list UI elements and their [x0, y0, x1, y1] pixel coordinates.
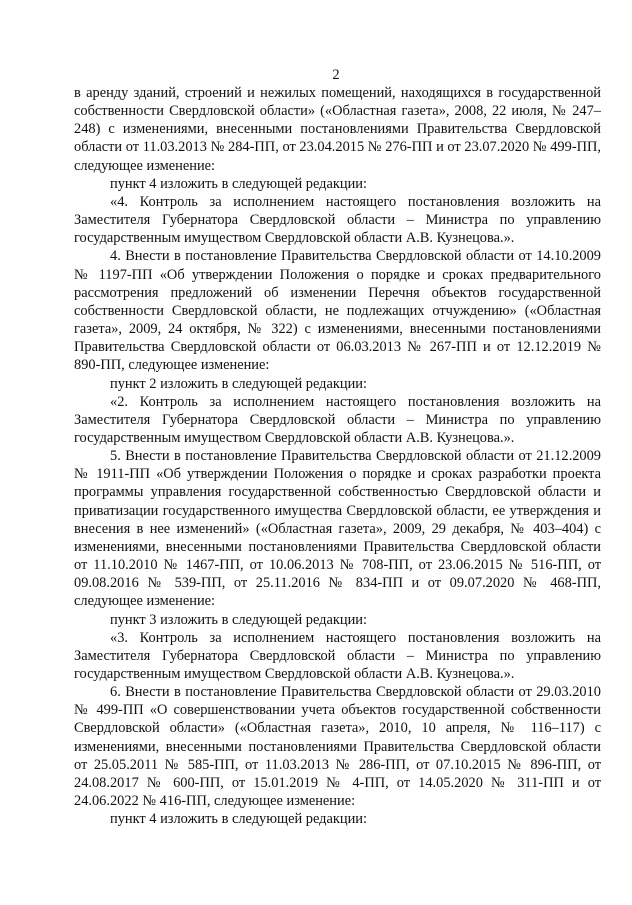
- paragraph-8: пункт 3 изложить в следующей редакции:: [110, 611, 367, 628]
- paragraph-2: пункт 4 изложить в следующей редакции:: [110, 175, 367, 192]
- paragraph-1: в аренду зданий, строений и нежилых помещений, находящихся в государственной собственности Свердловской области» («Областная газета», 2008, 22 июля, № 247–248) с изменениями, внесенными постановлениями Правительства Свердловской области от 11.03.2013 № 284-ПП, от 23.04.2015 № 276-ПП и от 23.07.2020 № 499-ПП, следующее изменение:: [74, 85, 601, 174]
- paragraph-6: «2. Контроль за исполнением настоящего постановления возложить на Заместителя Губернатора Свердловской области – Министра по управлению государственным имуществом Свердловской области А.В. Кузнецова.».: [74, 393, 601, 446]
- document-body: [74, 84, 601, 828]
- page-number: 2: [332, 67, 340, 83]
- paragraph-11: пункт 4 изложить в следующей редакции:: [110, 811, 367, 828]
- paragraph-5: пункт 2 изложить в следующей редакции:: [110, 375, 367, 392]
- paragraph-3: «4. Контроль за исполнением настоящего постановления возложить на Заместителя Губернатора Свердловской области – Министра по управлению государственным имуществом Свердловской области А.В. Кузнецова.».: [74, 193, 601, 247]
- paragraph-4: 4. Внести в постановление Правительства Свердловской области от 14.10.2009 № 1197-ПП «Об утверждении Положения о порядке и сроках предварительного рассмотрения предложений об изменении Перечня объектов государственной собственности Свердловской области, не подлежащих отчуждению» («Областная газета», 2009, 24 октября, № 322) с изменениями, внесенными постановлениями Правительства Свердловской области от 06.03.2013 № 267-ПП и от 12.12.2019 № 890-ПП, следующее изменение:: [74, 248, 601, 374]
- paragraph-9: «3. Контроль за исполнением настоящего постановления возложить на Заместителя Губернатора Свердловской области – Министра по управлению государственным имуществом Свердловской области А.В. Кузнецова.».: [74, 629, 601, 682]
- paragraph-10: 6. Внести в постановление Правительства Свердловской области от 29.03.2010 № 499-ПП «О совершенствовании учета объектов государственной собственности Свердловской области» («Областная газета», 2010, 10 апреля, № 116–117) с изменениями, внесенными постановлениями Правительства Свердловской области от 25.05.2011 № 585-ПП, от 11.03.2013 № 286-ПП, от 07.10.2015 № 896-ПП, от 24.08.2017 № 600-ПП, от 15.01.2019 № 4-ПП, от 14.05.2020 № 311-ПП и от 24.06.2022 № 416-ПП, следующее изменение:: [74, 684, 601, 810]
- paragraph-7: 5. Внести в постановление Правительства Свердловской области от 21.12.2009 № 1911-ПП «Об утверждении Положения о порядке и сроках разработки проекта программы управления государственной собственностью Свердловской области и приватизации государственного имущества Свердловской области, ее утверждения и внесения в нее изменений» («Областная газета», 2009, 29 декабря, № 403–404) с изменениями, внесенными постановлениями Правительства Свердловской области от 11.10.2010 № 1467-ПП, от 10.06.2013 № 708-ПП, от 23.06.2015 № 516-ПП, от 09.08.2016 № 539-ПП, от 25.11.2016 № 834-ПП и от 09.07.2020 № 468-ПП, следующее изменение:: [74, 448, 601, 610]
